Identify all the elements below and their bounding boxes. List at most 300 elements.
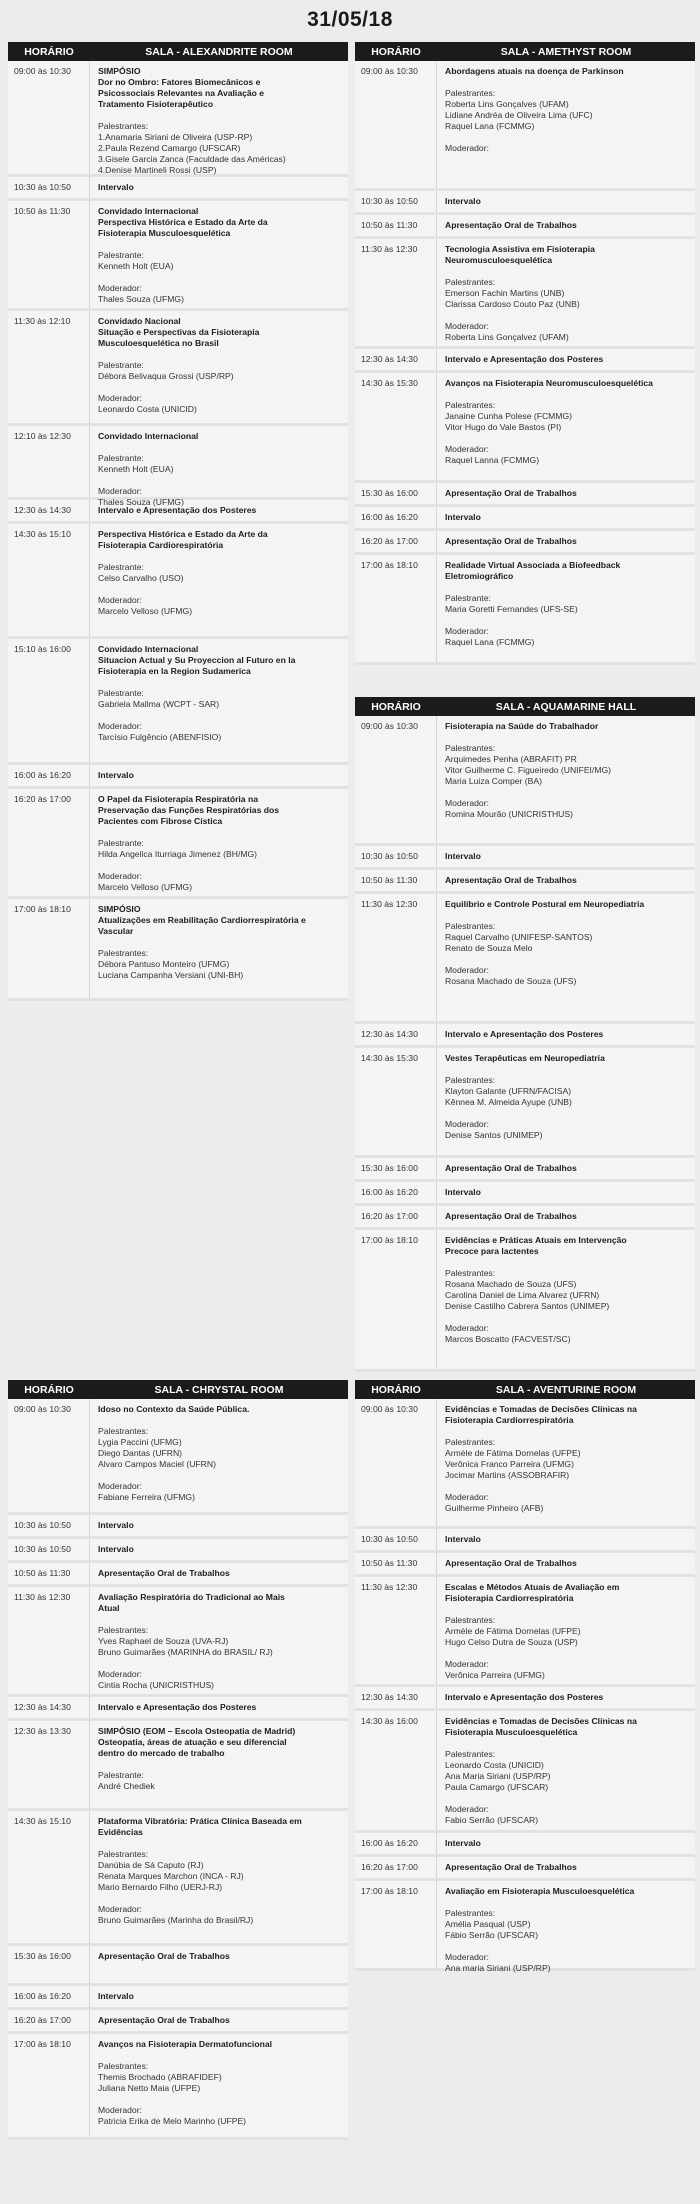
session-content (437, 215, 695, 236)
session-title: Convidado Internacional (98, 206, 199, 216)
session-row (8, 1811, 348, 1946)
speaker-name: Denise Castilho Cabrera Santos (UNIMEP) (445, 1301, 610, 1311)
role-label: Moderador: (98, 721, 142, 731)
role-label: Palestrantes: (445, 1615, 496, 1625)
session-title: Fisioterapia en la Region Sudamerica (98, 666, 251, 676)
table-header (355, 1380, 695, 1399)
session-row (8, 201, 348, 311)
speaker-name: Diego Dantas (UFRN) (98, 1448, 183, 1458)
speaker-name: Kenneth Holt (EUA) (98, 261, 174, 271)
session-content (90, 61, 348, 174)
session-row (8, 639, 348, 765)
session-content (90, 177, 348, 198)
session-content (437, 1577, 695, 1684)
speaker-name: Rosana Machado de Souza (UFS) (445, 1279, 577, 1289)
role-label: Moderador: (98, 871, 142, 881)
speaker-name: Thales Souza (UFMG) (98, 294, 184, 304)
speaker-name: Maria Luiza Comper (BA) (445, 776, 542, 786)
speaker-name: Raquel Lanna (FCMMG) (445, 455, 540, 465)
speaker-name: Ana Maria Siriani (USP/RP) (445, 1771, 551, 1781)
session-time: 10:50 às 11:30 (8, 201, 90, 308)
session-title: Equilíbrio e Controle Postural em Neuropediatria (445, 899, 645, 909)
role-label: Moderador: (445, 965, 489, 975)
speaker-name: Débora Belivaqua Grossi (USP/RP) (98, 371, 234, 381)
session-content (437, 1529, 695, 1550)
role-label: Palestrantes: (445, 1268, 496, 1278)
speaker-name: Luciana Campanha Versiani (UNI-BH) (98, 970, 244, 980)
speaker-name: Débora Pantuso Monteiro (UFMG) (98, 959, 230, 969)
session-content (437, 1024, 695, 1045)
session-time: 12:30 às 14:30 (355, 1024, 437, 1045)
session-title: Apresentação Oral de Trabalhos (98, 1951, 230, 1961)
session-title: Apresentação Oral de Trabalhos (445, 536, 577, 546)
speaker-name: Vitor Guilherme C. Figueiredo (UNIFEI/MG) (445, 765, 612, 775)
session-title: Escalas e Métodos Atuais de Avaliação em (445, 1582, 620, 1592)
speaker-name: Themis Brochado (ABRAFIDEF) (98, 2072, 222, 2082)
role-label: Moderador: (98, 486, 142, 496)
speaker-name: Patricia Erika de Melo Marinho (UFPE) (98, 2116, 247, 2126)
role-label: Moderador: (445, 143, 489, 153)
role-label: Moderador: (98, 1481, 142, 1491)
session-title: Plataforma Vibratória: Prática Clínica Baseada em (98, 1816, 302, 1826)
role-label: Moderador: (98, 1669, 142, 1679)
session-title: Fisioterapia Musculoesquelética (98, 228, 231, 238)
role-label: Palestrante: (98, 688, 144, 698)
role-label: Palestrantes: (98, 1426, 149, 1436)
speaker-name: Ana maria Siriani (USP/RP) (445, 1963, 551, 1973)
session-title: dentro do mercado de trabalho (98, 1748, 225, 1758)
speaker-name: Gabriela Mallma (WCPT - SAR) (98, 699, 220, 709)
session-title: Evidências e Práticas Atuais em Intervenção (445, 1235, 627, 1245)
role-label: Moderador: (98, 283, 142, 293)
role-label: Palestrantes: (445, 277, 496, 287)
role-label: Palestrantes: (98, 121, 149, 131)
speaker-name: Cintia Rocha (UNICRISTHUS) (98, 1680, 215, 1690)
session-title: Fisioterapia Cardiorespiratória (98, 540, 224, 550)
session-row (8, 899, 348, 1001)
session-row (8, 1563, 348, 1587)
session-content (437, 1833, 695, 1854)
session-content (437, 507, 695, 528)
speaker-name: Yves Raphael de Souza (UVA-RJ) (98, 1636, 229, 1646)
session-title: Avaliação Respiratória do Tradicional ao Mais (98, 1592, 285, 1602)
session-time: 17:00 às 18:10 (355, 555, 437, 662)
header-horario: HORÁRIO (371, 1383, 421, 1396)
speaker-name: Fabio Serrão (UFSCAR) (445, 1815, 539, 1825)
session-content (90, 1587, 348, 1694)
session-content (437, 1206, 695, 1227)
session-time: 16:00 às 16:20 (355, 507, 437, 528)
session-content (437, 1553, 695, 1574)
session-row (8, 524, 348, 639)
session-time: 17:00 às 18:10 (8, 899, 90, 998)
session-row (355, 61, 695, 191)
speaker-name: Rosana Machado de Souza (UFS) (445, 976, 577, 986)
speaker-name: Paula Camargo (UFSCAR) (445, 1782, 549, 1792)
session-time: 16:20 às 17:00 (8, 2010, 90, 2031)
session-row (355, 894, 695, 1024)
speaker-name: Mario Bernardo Filho (UERJ-RJ) (98, 1882, 223, 1892)
session-title: Apresentação Oral de Trabalhos (445, 488, 577, 498)
session-title: Eletromiográfico (445, 571, 514, 581)
session-time: 11:30 às 12:30 (355, 239, 437, 346)
session-row (8, 500, 348, 524)
speaker-name: Arquimedes Penha (ABRAFIT) PR (445, 754, 577, 764)
session-row (8, 1587, 348, 1697)
session-time: 09:00 às 10:30 (355, 61, 437, 188)
speaker-name: André Chediek (98, 1781, 155, 1791)
session-content (437, 1399, 695, 1526)
session-title: Atual (98, 1603, 120, 1613)
session-content (90, 201, 348, 308)
table-header (355, 42, 695, 61)
speaker-name: Fábio Serrão (UFSCAR) (445, 1930, 539, 1940)
speaker-name: Carolina Daniel de Lima Alvarez (UFRN) (445, 1290, 600, 1300)
session-content (90, 1399, 348, 1512)
speaker-name: Leonardo Costa (UNICID) (98, 404, 197, 414)
session-row (355, 1206, 695, 1230)
session-row (8, 765, 348, 789)
schedule-amethyst (355, 42, 695, 665)
session-title: Apresentação Oral de Trabalhos (98, 2015, 230, 2025)
speaker-name: Celso Carvalho (USO) (98, 573, 184, 583)
session-row (355, 716, 695, 846)
session-time: 11:30 às 12:30 (355, 1577, 437, 1684)
role-label: Moderador: (445, 321, 489, 331)
session-time: 10:30 às 10:50 (8, 177, 90, 198)
speaker-name: Lygia Paccini (UFMG) (98, 1437, 182, 1447)
session-time: 16:00 às 16:20 (8, 765, 90, 786)
header-room: SALA - AMETHYST ROOM (500, 45, 632, 58)
session-row (8, 311, 348, 426)
session-time: 12:30 às 14:30 (8, 500, 90, 521)
session-row (355, 373, 695, 483)
session-title: Neuromusculoesquelética (445, 255, 552, 265)
speaker-name: Marcelo Velloso (UFMG) (98, 882, 193, 892)
session-time: 10:30 às 10:50 (8, 1515, 90, 1536)
session-title: Intervalo (98, 182, 134, 192)
session-time: 14:30 às 16:00 (355, 1711, 437, 1830)
session-time: 17:00 às 18:10 (355, 1881, 437, 1968)
session-time: 12:30 às 14:30 (355, 1687, 437, 1708)
session-title: Perspectiva Histórica e Estado da Arte da (98, 529, 268, 539)
table-header (8, 42, 348, 61)
session-row (355, 531, 695, 555)
session-title: Fisioterapia Cardiorrespiratória (445, 1593, 574, 1603)
session-content (437, 870, 695, 891)
session-title: Intervalo (98, 770, 134, 780)
session-time: 12:30 às 14:30 (355, 349, 437, 370)
session-title: Osteopatia, áreas de atuação e seu diferencial (98, 1737, 287, 1747)
speaker-name: 4.Denise Martineli Rossi (USP) (98, 165, 217, 175)
schedule-aquamarine (355, 697, 695, 1372)
session-title: Apresentação Oral de Trabalhos (445, 875, 577, 885)
session-row (355, 1833, 695, 1857)
header-horario: HORÁRIO (371, 45, 421, 58)
session-title: Intervalo (445, 1187, 481, 1197)
speaker-name: Emerson Fachin Martins (UNB) (445, 288, 565, 298)
speaker-name: Armèle de Fátima Dornelas (UFPE) (445, 1448, 581, 1458)
session-time: 16:20 às 17:00 (355, 531, 437, 552)
session-time: 10:50 às 11:30 (355, 870, 437, 891)
session-content (90, 789, 348, 896)
role-label: Palestrantes: (445, 743, 496, 753)
header-horario: HORÁRIO (24, 45, 74, 58)
speaker-name: Romina Mourão (UNICRISTHUS) (445, 809, 573, 819)
session-title: Situação e Perspectivas da Fisioterapia (98, 327, 260, 337)
speaker-name: Vitor Hugo do Vale Bastos (PI) (445, 422, 562, 432)
session-title: Intervalo (98, 1991, 134, 2001)
speaker-name: Hugo Celso Dutra de Souza (USP) (445, 1637, 578, 1647)
role-label: Palestrante: (445, 593, 491, 603)
session-row (8, 1515, 348, 1539)
speaker-name: Janaine Cunha Polese (FCMMG) (445, 411, 573, 421)
session-title: Psicossociais Relevantes na Avaliação e (98, 88, 265, 98)
session-title: Perspectiva Histórica e Estado da Arte da (98, 217, 268, 227)
session-title: Intervalo (445, 851, 481, 861)
session-title: Intervalo e Apresentação dos Posteres (445, 354, 604, 364)
session-title: Apresentação Oral de Trabalhos (445, 1211, 577, 1221)
session-row (355, 1024, 695, 1048)
session-title: Evidências e Tomadas de Decisões Clínicas na (445, 1404, 637, 1414)
session-row (355, 555, 695, 665)
session-time: 15:30 às 16:00 (8, 1946, 90, 1983)
session-content (90, 426, 348, 507)
role-label: Palestrantes: (98, 948, 149, 958)
role-label: Moderador: (445, 1119, 489, 1129)
schedule-aventurine (355, 1380, 695, 1971)
session-row (355, 1399, 695, 1529)
role-label: Palestrante: (98, 1770, 144, 1780)
role-label: Palestrante: (98, 360, 144, 370)
session-time: 10:50 às 11:30 (355, 1553, 437, 1574)
session-content (437, 531, 695, 552)
session-title: O Papel da Fisioterapia Respiratória na (98, 794, 258, 804)
speaker-name: Thales Souza (UFMG) (98, 497, 184, 507)
session-content (437, 894, 695, 1021)
session-content (90, 1515, 348, 1536)
session-title: Apresentação Oral de Trabalhos (445, 220, 577, 230)
session-content (90, 1986, 348, 2007)
header-room: SALA - AQUAMARINE HALL (495, 700, 637, 713)
role-label: Moderador: (445, 1659, 489, 1669)
session-title: Tratamento Fisioterapêutico (98, 99, 214, 109)
session-content (437, 1158, 695, 1179)
speaker-name: Kenneth Holt (EUA) (98, 464, 174, 474)
session-title: Intervalo (445, 196, 481, 206)
session-title: Convidado Internacional (98, 431, 199, 441)
session-row (8, 2010, 348, 2034)
session-title: Avanços na Fisioterapia Dermatofuncional (98, 2039, 272, 2049)
speaker-name: Raquel Carvalho (UNIFESP-SANTOS) (445, 932, 593, 942)
table-header (355, 697, 695, 716)
session-content (90, 311, 348, 423)
session-content (437, 483, 695, 504)
role-label: Palestrantes: (98, 1625, 149, 1635)
session-content (90, 1563, 348, 1584)
session-row (8, 1539, 348, 1563)
session-title: Vascular (98, 926, 134, 936)
session-row (355, 1577, 695, 1687)
session-content (90, 765, 348, 786)
session-title: Abordagens atuais na doença de Parkinson (445, 66, 624, 76)
speaker-name: Marcos Boscatto (FACVEST/SC) (445, 1334, 571, 1344)
session-title: Evidências e Tomadas de Decisões Clínicas na (445, 1716, 637, 1726)
session-title: Fisioterapia na Saúde do Trabalhador (445, 721, 599, 731)
session-time: 10:30 às 10:50 (8, 1539, 90, 1560)
session-time: 14:30 às 15:10 (8, 1811, 90, 1943)
speaker-name: Tarcísio Fulgêncio (ABENFISIO) (98, 732, 222, 742)
schedule-chrystal (8, 1380, 348, 2140)
speaker-name: Raquel Lana (FCMMG) (445, 121, 535, 131)
session-content (437, 1230, 695, 1369)
speaker-name: Bruno Guimarães (MARINHA do BRASIL/ RJ) (98, 1647, 273, 1657)
role-label: Palestrante: (98, 453, 144, 463)
session-title: Pacientes com Fibrose Cística (98, 816, 223, 826)
speaker-name: Marcelo Velloso (UFMG) (98, 606, 193, 616)
role-label: Palestrantes: (445, 400, 496, 410)
role-label: Moderador: (445, 1492, 489, 1502)
speaker-name: Bruno Guimarães (Marinha do Brasil/RJ) (98, 1915, 254, 1925)
session-title: SIMPÓSIO (98, 66, 141, 76)
session-row (8, 177, 348, 201)
session-row (355, 1553, 695, 1577)
session-content (437, 239, 695, 346)
session-content (437, 555, 695, 662)
session-row (355, 1230, 695, 1372)
session-title: Intervalo (98, 1544, 134, 1554)
speaker-name: Amélia Pasqual (USP) (445, 1919, 531, 1929)
session-time: 09:00 às 10:30 (355, 716, 437, 843)
session-row (8, 1399, 348, 1515)
session-row (355, 191, 695, 215)
speaker-name: Verônica Parreira (UFMG) (445, 1670, 545, 1680)
speaker-name: Armèle de Fátima Dornelas (UFPE) (445, 1626, 581, 1636)
session-content (437, 1048, 695, 1155)
session-title: Precoce para lactentes (445, 1246, 539, 1256)
session-title: SIMPÓSIO (EOM – Escola Osteopatia de Madrid) (98, 1726, 296, 1736)
speaker-name: 3.Gisele Garcia Zanca (Faculdade das Américas) (98, 154, 286, 164)
session-row (8, 789, 348, 899)
session-content (90, 1539, 348, 1560)
session-row (355, 1857, 695, 1881)
session-title: Musculoesquelética no Brasil (98, 338, 219, 348)
speaker-name: Guilherme Pinheiro (AFB) (445, 1503, 544, 1513)
role-label: Moderador: (98, 595, 142, 605)
speaker-name: Klayton Galante (UFRN/FACISA) (445, 1086, 572, 1096)
session-content (90, 524, 348, 636)
role-label: Moderador: (445, 626, 489, 636)
session-title: Avanços na Fisioterapia Neuromusculoesquelética (445, 378, 653, 388)
role-label: Moderador: (445, 444, 489, 454)
speaker-name: Alvaro Campos Maciel (UFRN) (98, 1459, 216, 1469)
session-title: Dor no Ombro: Fatores Biomecânicos e (98, 77, 261, 87)
session-title: Fisioterapia Musculoesquelética (445, 1727, 578, 1737)
session-row (355, 1711, 695, 1833)
session-time: 09:00 às 10:30 (8, 1399, 90, 1512)
session-content (437, 1687, 695, 1708)
session-time: 14:30 às 15:30 (355, 1048, 437, 1155)
session-time: 16:00 às 16:20 (355, 1833, 437, 1854)
session-title: Intervalo e Apresentação dos Posteres (98, 505, 257, 515)
session-content (437, 191, 695, 212)
session-row (355, 1182, 695, 1206)
session-content (90, 1697, 348, 1718)
session-title: Situacion Actual y Su Proyeccion al Futuro en la (98, 655, 296, 665)
speaker-name: Lidiane Andréa de Oliveira Lima (UFC) (445, 110, 593, 120)
role-label: Moderador: (98, 2105, 142, 2115)
session-time: 10:30 às 10:50 (355, 191, 437, 212)
speaker-name: Renata Marques Marchon (INCA - RJ) (98, 1871, 244, 1881)
header-room: SALA - CHRYSTAL ROOM (154, 1383, 284, 1396)
speaker-name: Roberta Lins Gonçalves (UFAM) (445, 99, 569, 109)
role-label: Moderador: (445, 1323, 489, 1333)
session-row (8, 61, 348, 177)
session-time: 15:10 às 16:00 (8, 639, 90, 762)
session-title: Apresentação Oral de Trabalhos (98, 1568, 230, 1578)
header-horario: HORÁRIO (371, 700, 421, 713)
role-label: Moderador: (445, 1804, 489, 1814)
session-time: 11:30 às 12:30 (355, 894, 437, 1021)
session-title: SIMPÓSIO (98, 904, 141, 914)
role-label: Moderador: (445, 798, 489, 808)
role-label: Moderador: (98, 393, 142, 403)
session-title: Intervalo e Apresentação dos Posteres (445, 1692, 604, 1702)
session-title: Apresentação Oral de Trabalhos (445, 1862, 577, 1872)
speaker-name: Hilda Angelica Iturriaga Jimenez (BH/MG) (98, 849, 258, 859)
page-date: 31/05/18 (307, 8, 393, 31)
session-row (355, 870, 695, 894)
session-row (8, 1721, 348, 1811)
session-time: 15:30 às 16:00 (355, 1158, 437, 1179)
session-title: Intervalo (445, 512, 481, 522)
role-label: Palestrantes: (445, 921, 496, 931)
speaker-name: Juliana Netto Maia (UFPE) (98, 2083, 201, 2093)
session-title: Convidado Nacional (98, 316, 181, 326)
header-room: SALA - ALEXANDRITE ROOM (145, 45, 293, 58)
session-content (90, 2034, 348, 2137)
session-time: 16:20 às 17:00 (355, 1857, 437, 1878)
session-content (437, 373, 695, 480)
session-row (355, 1687, 695, 1711)
session-time: 10:30 às 10:50 (355, 1529, 437, 1550)
session-time: 14:30 às 15:10 (8, 524, 90, 636)
session-title: Convidado Internacional (98, 644, 199, 654)
table-header (8, 1380, 348, 1399)
header-room: SALA - AVENTURINE ROOM (495, 1383, 637, 1396)
session-title: Preservação das Funções Respiratórias dos (98, 805, 280, 815)
session-title: Fisioterapia Cardiorrespiratória (445, 1415, 574, 1425)
session-title: Apresentação Oral de Trabalhos (445, 1558, 577, 1568)
session-time: 12:30 às 14:30 (8, 1697, 90, 1718)
session-content (90, 2010, 348, 2031)
session-content (437, 846, 695, 867)
speaker-name: Renato de Souza Melo (445, 943, 533, 953)
session-content (437, 716, 695, 843)
speaker-name: Denise Santos (UNIMEP) (445, 1130, 543, 1140)
session-time: 12:10 às 12:30 (8, 426, 90, 497)
session-time: 09:00 às 10:30 (355, 1399, 437, 1526)
session-row (355, 349, 695, 373)
role-label: Palestrante: (98, 838, 144, 848)
role-label: Palestrantes: (445, 1437, 496, 1447)
session-time: 10:30 às 10:50 (355, 846, 437, 867)
session-title: Intervalo (98, 1520, 134, 1530)
speaker-name: Raquel Lana (FCMMG) (445, 637, 535, 647)
session-time: 16:00 às 16:20 (355, 1182, 437, 1203)
session-content (90, 639, 348, 762)
speaker-name: 2.Paula Rezend Camargo (UFSCAR) (98, 143, 241, 153)
